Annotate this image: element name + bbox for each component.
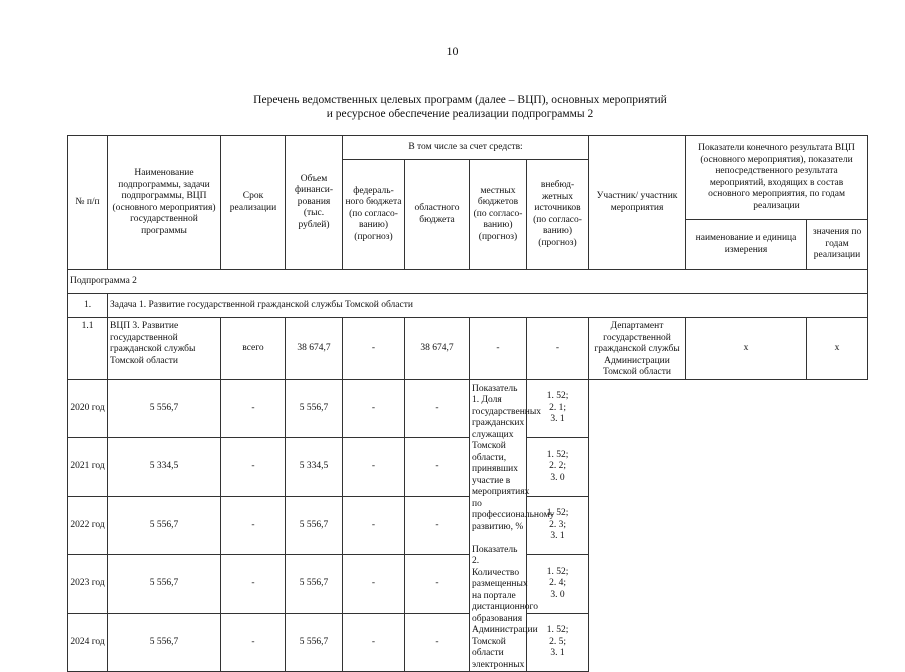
header-period: Срок реализации (221, 136, 286, 270)
header-indicator-name: наименование и единица измерения (686, 220, 807, 270)
year-federal: - (221, 438, 286, 497)
total-local: - (470, 318, 527, 380)
title-line-1: Перечень ведомственных целевых программ (далее – ВЦП), основных мероприятий (253, 94, 667, 106)
year-row (68, 555, 868, 614)
year-regional: 5 556,7 (286, 379, 343, 438)
year-offbudget: - (405, 613, 470, 672)
total-regional: 38 674,7 (405, 318, 470, 380)
subprogram-row: Подпрограмма 2 (68, 270, 868, 294)
title-line-2: и ресурсное обеспечение реализации подпрограммы 2 (326, 108, 594, 120)
year-indicator-values: 1. 52; 2. 2; 3. 0 (527, 438, 589, 497)
year-regional: 5 556,7 (286, 555, 343, 614)
year-row (68, 496, 868, 555)
year-volume: 5 556,7 (108, 496, 221, 555)
header-federal: федераль-ного бюджета (по согласо-ванию) (прогноз) (343, 160, 405, 270)
header-local: местных бюджетов (по согласо-ванию) (прогноз) (470, 160, 527, 270)
program-table (67, 135, 868, 672)
year-indicator-values: 1. 52; 2. 4; 3. 0 (527, 555, 589, 614)
year-period: 2022 год (68, 496, 108, 555)
year-volume: 5 556,7 (108, 613, 221, 672)
header-participant: Участник/ участник мероприятия (589, 136, 686, 270)
year-local: - (343, 438, 405, 497)
vcp-num: 1.1 (68, 318, 108, 380)
year-volume: 5 334,5 (108, 438, 221, 497)
year-row (68, 379, 868, 438)
header-indicators: Показатели конечного результата ВЦП (основного мероприятия), показатели непосредственного результата мероприятий, входящих в состав основного мероприятия, по годам реализации (686, 136, 868, 220)
header-including: В том числе за счет средств: (343, 136, 589, 160)
year-indicator-values: 1. 52; 2. 5; 3. 1 (527, 613, 589, 672)
total-offbudget: - (527, 318, 589, 380)
header-volume: Объем финанси-рования (тыс. рублей) (286, 136, 343, 270)
year-federal: - (221, 613, 286, 672)
year-volume: 5 556,7 (108, 379, 221, 438)
year-regional: 5 334,5 (286, 438, 343, 497)
year-local: - (343, 613, 405, 672)
year-federal: - (221, 496, 286, 555)
year-regional: 5 556,7 (286, 613, 343, 672)
total-volume: 38 674,7 (286, 318, 343, 380)
task-text: Задача 1. Развитие государственной гражданской службы Томской области (108, 294, 868, 318)
year-period: 2023 год (68, 555, 108, 614)
total-period: всего (221, 318, 286, 380)
header-offbudget: внебюд-жетных источников (по согласо-ванию) (прогноз) (527, 160, 589, 270)
indicator-description: Показатель 1. Доля государственных гражданских служащих Томской области, принявших участие в мероприятиях по профессиональному развитию, % Показатель 2. Количество размещенных на портале дистанционного образования Администрации Томской области электронных (470, 379, 527, 672)
year-local: - (343, 379, 405, 438)
year-period: 2020 год (68, 379, 108, 438)
total-indicator-value: х (807, 318, 868, 380)
year-period: 2021 год (68, 438, 108, 497)
year-row (68, 438, 868, 497)
year-period: 2024 год (68, 613, 108, 672)
year-offbudget: - (405, 555, 470, 614)
task-num: 1. (68, 294, 108, 318)
year-local: - (343, 496, 405, 555)
year-indicator-values: 1. 52; 2. 3; 3. 1 (527, 496, 589, 555)
year-federal: - (221, 555, 286, 614)
year-local: - (343, 555, 405, 614)
header-indicator-values: значения по годам реализации (807, 220, 868, 270)
header-num: № п/п (68, 136, 108, 270)
year-row (68, 613, 868, 672)
total-indicator-name: х (686, 318, 807, 380)
year-indicator-values: 1. 52; 2. 1; 3. 1 (527, 379, 589, 438)
total-federal: - (343, 318, 405, 380)
vcp-participant: Департамент государственной гражданской службы Администрации Томской области (589, 318, 686, 380)
header-regional: областного бюджета (405, 160, 470, 270)
year-regional: 5 556,7 (286, 496, 343, 555)
year-offbudget: - (405, 379, 470, 438)
year-offbudget: - (405, 496, 470, 555)
year-volume: 5 556,7 (108, 555, 221, 614)
year-federal: - (221, 379, 286, 438)
document-title (150, 93, 770, 121)
year-offbudget: - (405, 438, 470, 497)
vcp-name: ВЦП 3. Развитие государственной гражданской службы Томской области (108, 318, 221, 380)
page-number: 10 (446, 44, 459, 58)
header-name: Наименование подпрограммы, задачи подпрограммы, ВЦП (основного мероприятия) государственной программы (108, 136, 221, 270)
